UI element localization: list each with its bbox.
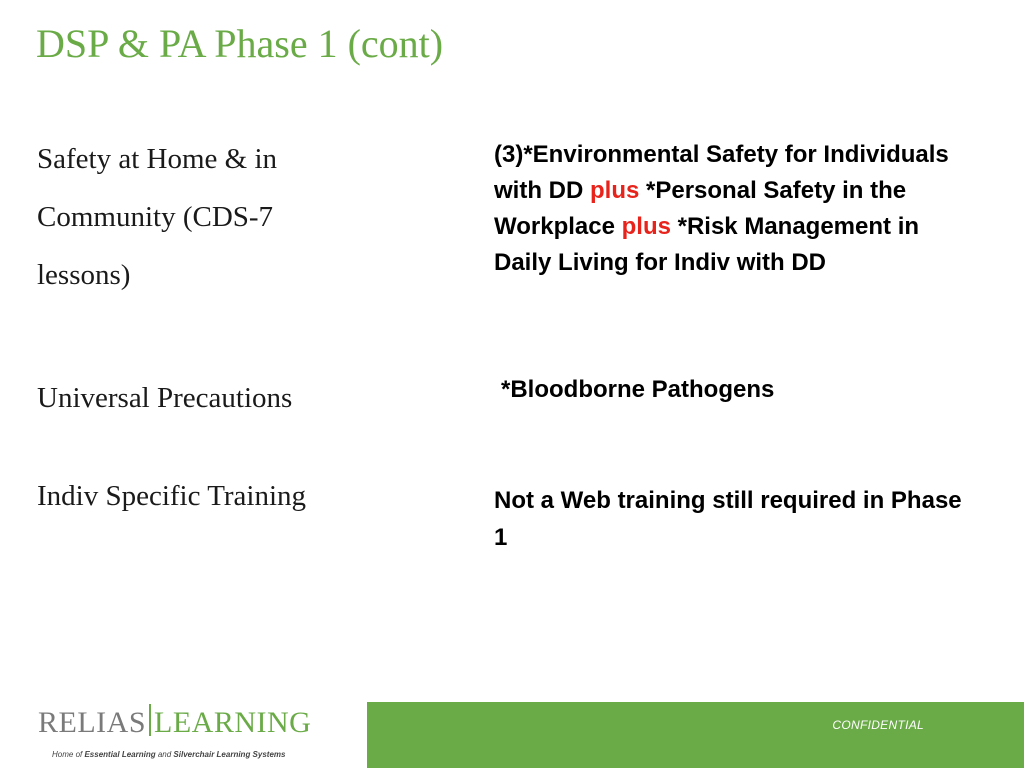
topic-safety-line-1: Safety at Home & in xyxy=(37,143,278,175)
logo-learning-text: LEARNING xyxy=(154,706,312,739)
logo-tagline xyxy=(52,750,285,759)
topic-safety-line-3: lessons) xyxy=(37,259,131,291)
tagline-brand-2: Silverchair Learning Systems xyxy=(173,750,286,759)
topic-universal-precautions: Universal Precautions xyxy=(37,382,293,414)
tagline-and: and xyxy=(155,750,174,759)
course-text-part-3: *Risk Management in Daily Living for Indiv with DD xyxy=(494,213,920,276)
logo-divider xyxy=(149,704,151,736)
slide-title: DSP & PA Phase 1 (cont) xyxy=(36,21,444,66)
tagline-prefix: Home of xyxy=(52,750,85,759)
topic-safety-home-community xyxy=(37,130,357,304)
course-list-safety xyxy=(494,137,954,281)
confidential-label: CONFIDENTIAL xyxy=(832,718,924,732)
logo-wordmark xyxy=(38,704,311,740)
tagline-brand-1: Essential Learning xyxy=(84,750,156,759)
course-text-part-2: *Personal Safety in the Workplace xyxy=(494,177,907,240)
topic-indiv-specific-training: Indiv Specific Training xyxy=(37,480,307,512)
relias-learning-logo xyxy=(38,700,338,764)
note-not-web-training: Not a Web training still required in Phase 1 xyxy=(494,487,962,551)
logo-relias-text: RELIAS xyxy=(38,706,146,739)
course-bloodborne-pathogens: *Bloodborne Pathogens xyxy=(501,376,775,403)
topic-safety-line-2: Community (CDS-7 xyxy=(37,201,274,233)
course-text-part-1: (3)*Environmental Safety for Individuals with DD xyxy=(494,141,949,204)
plus-keyword-2: plus xyxy=(621,213,671,240)
footer-bar xyxy=(367,702,1024,768)
plus-keyword-1: plus xyxy=(590,177,640,204)
